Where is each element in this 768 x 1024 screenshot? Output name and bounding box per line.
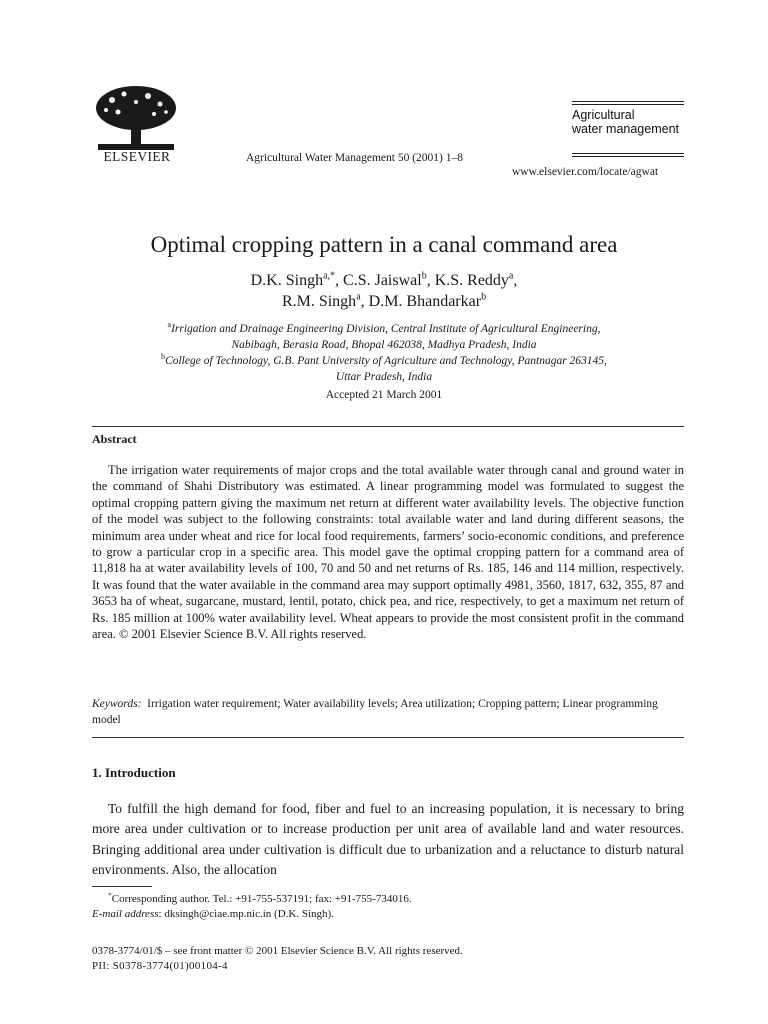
- author-sep: ,: [426, 272, 435, 289]
- footnote-email: [92, 908, 334, 920]
- affiliation-b: [100, 353, 668, 369]
- author-name: D.M. Bhandarkar: [368, 293, 482, 310]
- brand-rule-bottom-2: [572, 156, 684, 157]
- brand-rule-top: [572, 101, 684, 102]
- author-affil-mark: b: [421, 270, 427, 282]
- affil-text: Irrigation and Drainage Engineering Division, Central Institute of Agricultural Engineering,: [171, 323, 601, 335]
- keywords-list: Irrigation water requirement; Water availability levels; Area utilization; Cropping pattern; Linear programming model: [92, 698, 658, 726]
- affiliation-a-cont: Nabibagh, Berasia Road, Bhopal 462038, Madhya Pradesh, India: [231, 339, 537, 351]
- divider-top: [92, 426, 684, 427]
- footnote-mark: *: [108, 890, 112, 900]
- email-label: E-mail address: [92, 908, 159, 920]
- affil-text: College of Technology, G.B. Pant University of Agriculture and Technology, Pantnagar 263145,: [165, 355, 607, 367]
- journal-brand-line1: Agricultural: [572, 108, 635, 122]
- email-address[interactable]: : dksingh@ciae.mp.nic.in (D.K. Singh).: [158, 908, 334, 920]
- article-title: Optimal cropping pattern in a canal command area: [150, 232, 618, 257]
- pii-line: PII: S0378-3774(01)00104-4: [92, 960, 228, 972]
- accepted-date: Accepted 21 March 2001: [325, 389, 443, 401]
- author-list: [0, 270, 768, 312]
- affiliations: [100, 321, 668, 385]
- author-name: C.S. Jaiswal: [343, 272, 422, 289]
- author-name: K.S. Reddy: [434, 272, 509, 289]
- author-name: R.M. Singh: [281, 293, 357, 310]
- copyright-line: 0378-3774/01/$ – see front matter © 2001 Elsevier Science B.V. All rights reserved.: [92, 945, 463, 957]
- journal-brand: [572, 108, 684, 136]
- author-name: D.K. Singh: [250, 272, 324, 289]
- author-affil-mark: a: [508, 270, 514, 282]
- introduction-text: To fulfill the high demand for food, fiber and fuel to an increasing population, it is necessary to bring more area under cultivation or to increase production per unit area of available land and water resources. Bringing additional area under cultivation is difficult due to urbanization and a reluctance to disturb natural environments. Also, the allocation: [92, 801, 684, 878]
- affil-mark: b: [161, 352, 166, 362]
- journal-url-link[interactable]: www.elsevier.com/locate/agwat: [512, 166, 659, 178]
- journal-citation: Agricultural Water Management 50 (2001) 1–8: [246, 152, 463, 164]
- elsevier-tree-icon: [92, 84, 180, 154]
- abstract-text: The irrigation water requirements of major crops and the total available water through canal and ground water in the command of Shahi Distributory was estimated. A linear programming model was formulated to suggest the optimal cropping pattern giving the maximum net return at different water availability levels. The objective function of the model was subject to the following constraints: total available water and land during different seasons, the minimum area under wheat and rice for local food requirements, farmers’ socio-economic conditions, and preference to grow a particular crop in a specific area. This model gave the optimal cropping pattern for a command area of 11,818 ha at water availability levels of 100, 70 and 50 and net returns of Rs. 185, 146 and 114 million, respectively. It was found that the water available in the command area may support optimally 4981, 3560, 1817, 632, 355, 87 and 3653 ha of wheat, sugarcane, mustard, lentil, potato, chick pea, and rice, respectively, to get a maximum net return of Rs. 185 million at 100% water availability level. Wheat appears to provide the most consistent profit in the command area. © 2001 Elsevier Science B.V. All rights reserved.: [92, 463, 684, 642]
- author-affil-mark: b: [481, 291, 487, 303]
- keywords-label: Keywords:: [92, 698, 142, 710]
- author-line-1: [0, 270, 768, 291]
- affiliation-a: [100, 321, 668, 337]
- affiliation-b-cont: Uttar Pradesh, India: [335, 371, 433, 383]
- footnote-corresponding-text: Corresponding author. Tel.: +91-755-537191; fax: +91-755-734016.: [111, 893, 412, 905]
- keywords: [92, 696, 684, 728]
- publisher-name: ELSEVIER: [103, 149, 171, 164]
- affil-mark: a: [167, 320, 172, 330]
- author-affil-mark: a: [356, 291, 361, 303]
- author-sep: ,: [360, 293, 369, 310]
- brand-rule-bottom: [572, 153, 684, 154]
- footnote-rule: [92, 886, 152, 887]
- section-heading-introduction: 1. Introduction: [92, 765, 176, 780]
- author-sep: ,: [335, 272, 344, 289]
- author-line-2: [0, 291, 768, 312]
- journal-brand-line2: water management: [572, 122, 680, 136]
- author-affil-mark: a,*: [323, 270, 336, 282]
- abstract-heading: Abstract: [92, 432, 137, 446]
- author-sep: ,: [513, 272, 518, 289]
- footnote-corresponding: [108, 890, 412, 905]
- brand-rule-top-2: [572, 104, 684, 105]
- divider-bottom: [92, 737, 684, 738]
